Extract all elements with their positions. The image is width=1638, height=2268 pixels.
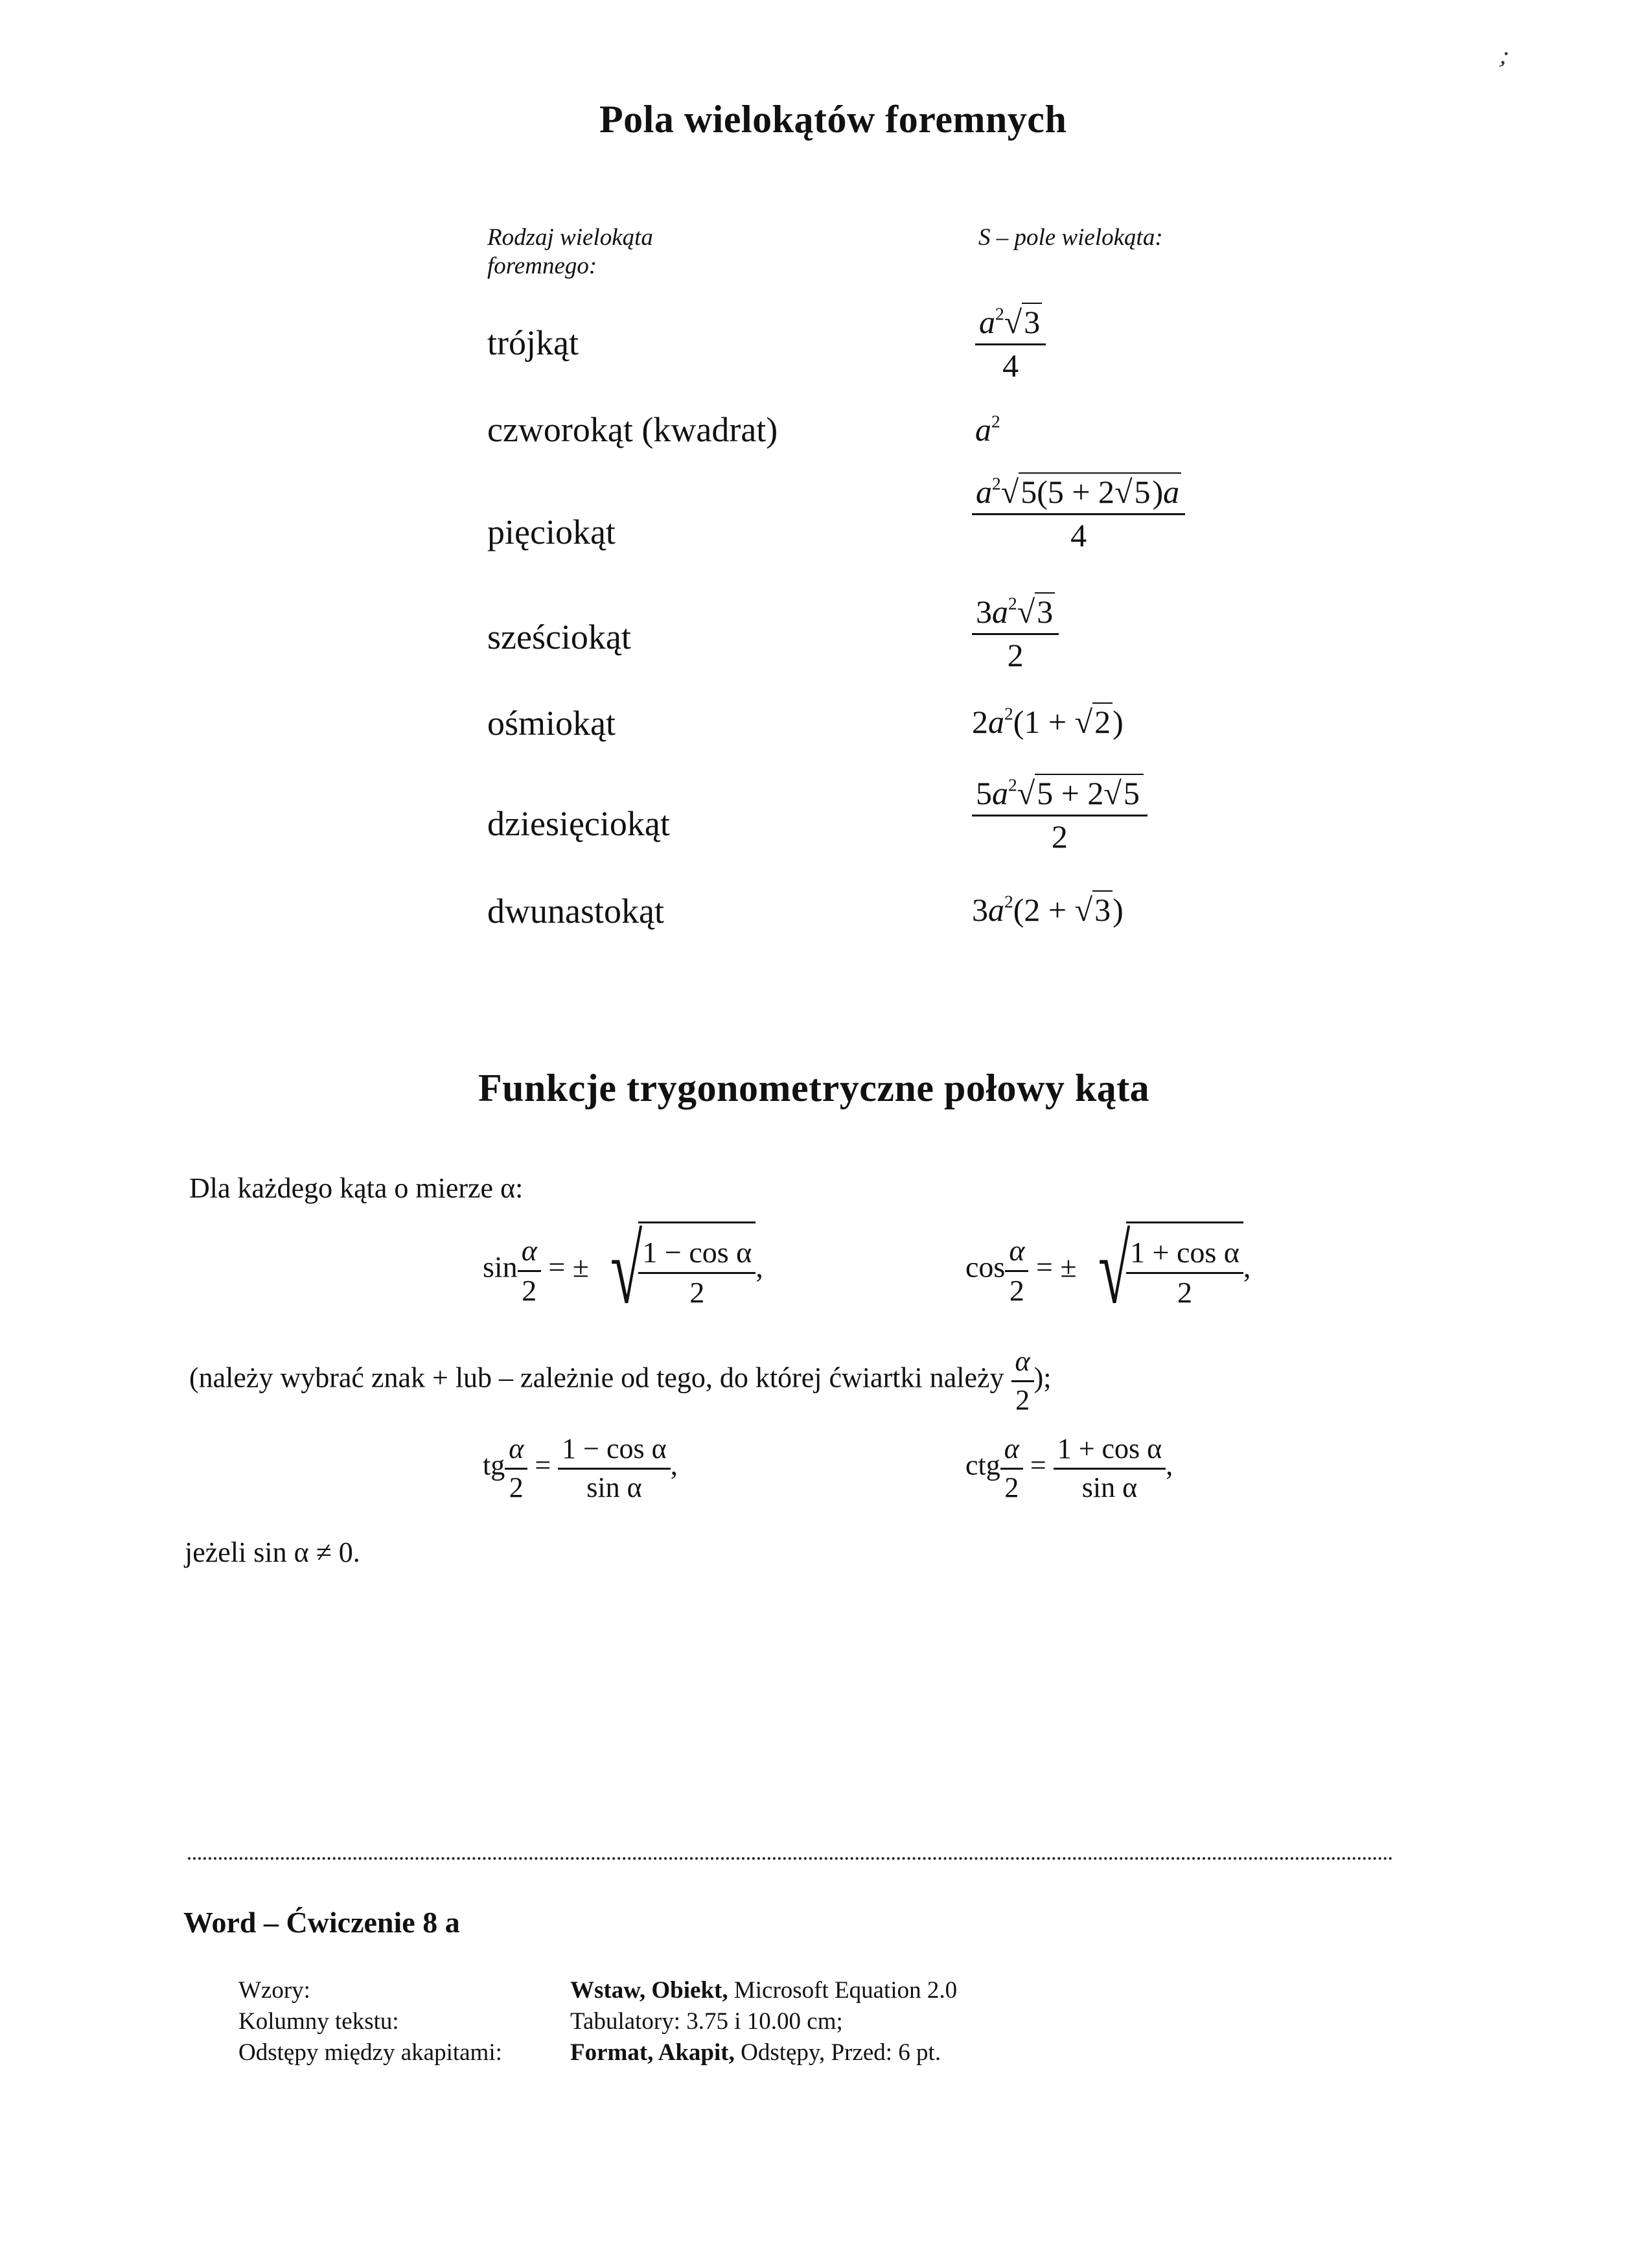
formula-cos-half-angle: cos $\frac{\alpha}{2}$ = ± √ $\frac{\text{1 + cos α}}{2}$ , (965, 1216, 1251, 1324)
polygon-name-dodecagon: dwunastokąt (487, 892, 664, 931)
instruction-value-spacing: Format, Akapit, Odstępy, Przed: 6 pt. (570, 2039, 941, 2066)
header-line-1: Rodzaj wielokąta (487, 224, 653, 251)
pencil-mark: ; (1497, 40, 1514, 71)
formula-pentagon: $\frac{a^2√5(5 + 2√5)a}{4}$ (972, 473, 1185, 554)
instruction-label-formulas: Wzory: (238, 1977, 310, 2004)
formula-octagon: $2a^2(1 + √2)$ (972, 703, 1124, 740)
section-title-polygon-areas: Pola wielokątów foremnych (599, 98, 1067, 141)
instruction-value-formulas: Wstaw, Obiekt, Microsoft Equation 2.0 (570, 1977, 958, 2004)
instruction-label-spacing: Odstępy między akapitami: (238, 2039, 502, 2066)
formula-dodecagon: $3a^2(2 + √3)$ (972, 891, 1124, 928)
formula-sin-half-angle: sin $\frac{\alpha}{2}$ = ± √ $\frac{\text{1 − cos α}}{2}$ , (483, 1216, 763, 1324)
formula-ctg-half-angle: ctg $\frac{\alpha}{2}$ = $\frac{\text{1 + cos α}}{\text{sin α}}$ , (965, 1433, 1173, 1503)
polygon-name-octagon: ośmiokąt (487, 704, 616, 743)
polygon-name-hexagon: sześciokąt (487, 618, 631, 656)
polygon-name-pentagon: pięciokąt (487, 513, 616, 551)
header-line-2: foremnego: (487, 253, 597, 279)
formula-square: $a^2$ (975, 411, 1000, 448)
formula-decagon: $\frac{5a^2√5 + 2√5}{2}$ (972, 774, 1148, 855)
instruction-label-columns: Kolumny tekstu: (238, 2008, 399, 2035)
dotted-separator (188, 1857, 1393, 1860)
condition-text: jeżeli sin α ≠ 0. (185, 1536, 360, 1568)
exercise-title: Word – Ćwiczenie 8 a (183, 1906, 460, 1939)
column-header-polygon-type (487, 224, 653, 281)
instruction-value-columns: Tabulatory: 3.75 i 10.00 cm; (570, 2008, 843, 2035)
sign-note: (należy wybrać znak + lub – zależnie od tego, do której ćwiartki należy $\frac{\alpha}{2}$ ); (189, 1345, 1052, 1416)
polygon-name-square: czworokąt (kwadrat) (487, 410, 778, 449)
polygon-name-triangle: trójkąt (487, 323, 579, 362)
formula-triangle: $\frac{a^2√3}{4}$ (975, 303, 1046, 384)
formula-tg-half-angle: tg $\frac{\alpha}{2}$ = $\frac{\text{1 − cos α}}{\text{sin α}}$ , (483, 1433, 678, 1503)
formula-hexagon: $\frac{3a^2√3}{2}$ (972, 593, 1059, 674)
column-header-area: S – pole wielokąta: (978, 224, 1163, 251)
section-title-half-angle: Funkcje trygonometryczne połowy kąta (478, 1067, 1150, 1109)
polygon-name-decagon: dziesięciokąt (487, 804, 670, 843)
intro-text: Dla każdego kąta o mierze α: (189, 1172, 524, 1204)
